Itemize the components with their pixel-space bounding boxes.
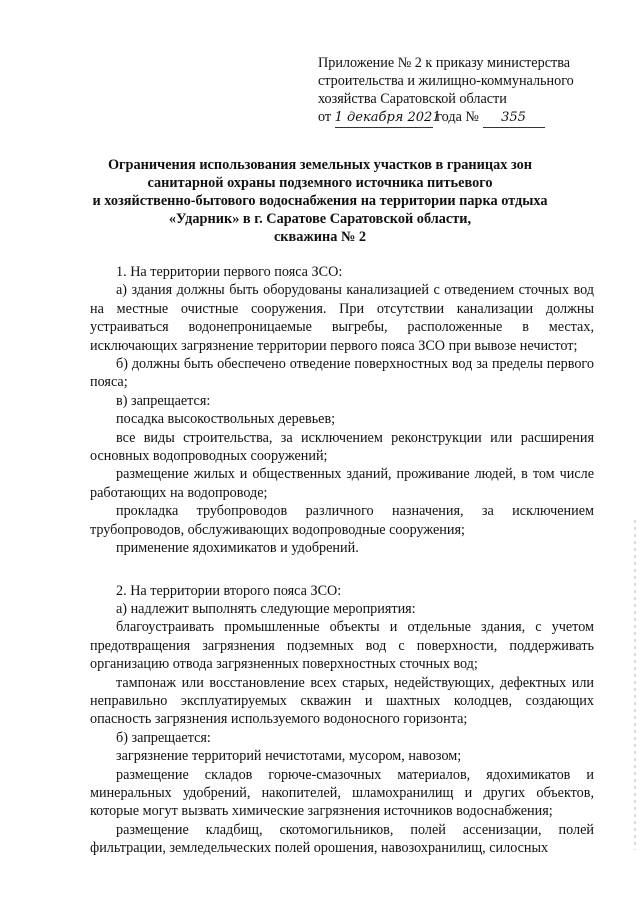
appendix-line-1: Приложение № 2 к приказу министерства [318, 55, 571, 71]
section-1-item-b: б) должны быть обеспечено отведение поверхностных вод за пределы первого пояса; [90, 356, 594, 391]
section-2-heading: 2. На территории второго пояса ЗСО: [116, 582, 342, 599]
section-2-item-b2: размещение складов горюче-смазочных материалов, ядохимикатов и минеральных удобрений, накопителей, шламохранилищ и других объектов, которые могут вызвать химические загрязнения источников водоснабжения; [90, 766, 594, 820]
section-2-item-b: б) запрещается: [116, 729, 211, 746]
section-1-item-v3: размещение жилых и общественных зданий, проживание людей, в том числе работающих на водопроводе; [90, 466, 594, 501]
appendix-header [318, 54, 604, 128]
section-1-item-v: в) запрещается: [116, 392, 211, 409]
title-line-4: «Ударник» в г. Саратове Саратовской области, [168, 211, 472, 227]
title-line-2: санитарной охраны подземного источника питьевого [147, 175, 493, 191]
section-1-item-v2: все виды строительства, за исключением реконструкции или расширения основных водопроводных сооружений; [90, 429, 594, 465]
section-1-item-v4: прокладка трубопроводов различного назначения, за исключением трубопроводов, обслуживающих водопроводные сооружения; [90, 503, 594, 538]
document-body [90, 263, 594, 858]
title-line-3: и хозяйственно-бытового водоснабжения на территории парка отдыха [92, 193, 548, 209]
document-title [60, 156, 580, 246]
section-1-heading: 1. На территории первого пояса ЗСО: [116, 264, 343, 280]
appendix-year-suffix: года № [436, 109, 479, 125]
section-2-item-a2: тампонаж или восстановление всех старых, недействующих, дефектных или неправильно эксплуатируемых скважин и шахтных колодцев, создающих опасность загрязнения используемого водоносного горизонта; [90, 674, 594, 728]
section-1-item-v1: посадка высокоствольных деревьев; [116, 411, 336, 428]
appendix-date-line [318, 108, 604, 128]
title-line-5: скважина № 2 [273, 229, 367, 245]
section-2-item-b3: размещение кладбищ, скотомогильников, полей ассенизации, полей фильтрации, земледельческих полей орошения, навозохранилищ, силосных [90, 821, 594, 857]
appendix-line-2: строительства и жилищно-коммунального [318, 73, 574, 89]
section-1-item-v5: применение ядохимикатов и удобрений. [116, 540, 359, 557]
appendix-line-3: хозяйства Саратовской области [318, 91, 507, 107]
section-2-item-a: а) надлежит выполнять следующие мероприятия: [116, 600, 416, 617]
section-1-item-a: а) здания должны быть оборудованы канализацией с отведением сточных вод на местные очистные сооружения. При отсутствии канализации должны устраиваться водонепроницаемые выгребы, расположенные в местах, исключающих загрязнение территории первого пояса ЗСО при вывозе нечистот; [90, 282, 594, 354]
scan-edge-mark [634, 520, 636, 850]
handwritten-number: 355 [483, 109, 545, 128]
section-2-item-b1: загрязнение территорий нечистотами, мусором, навозом; [116, 748, 462, 765]
handwritten-date: 1 декабря 2021 [335, 109, 433, 128]
title-line-1: Ограничения использования земельных участков в границах зон [107, 157, 533, 173]
section-2-item-a1: благоустраивать промышленные объекты и отдельные здания, с учетом предотвращения загрязнения подземных вод с поверхности, поддерживать организацию отвода загрязненных поверхностных сточных вод; [90, 619, 594, 673]
section-gap [116, 558, 594, 576]
appendix-from-prefix: от [318, 109, 332, 125]
